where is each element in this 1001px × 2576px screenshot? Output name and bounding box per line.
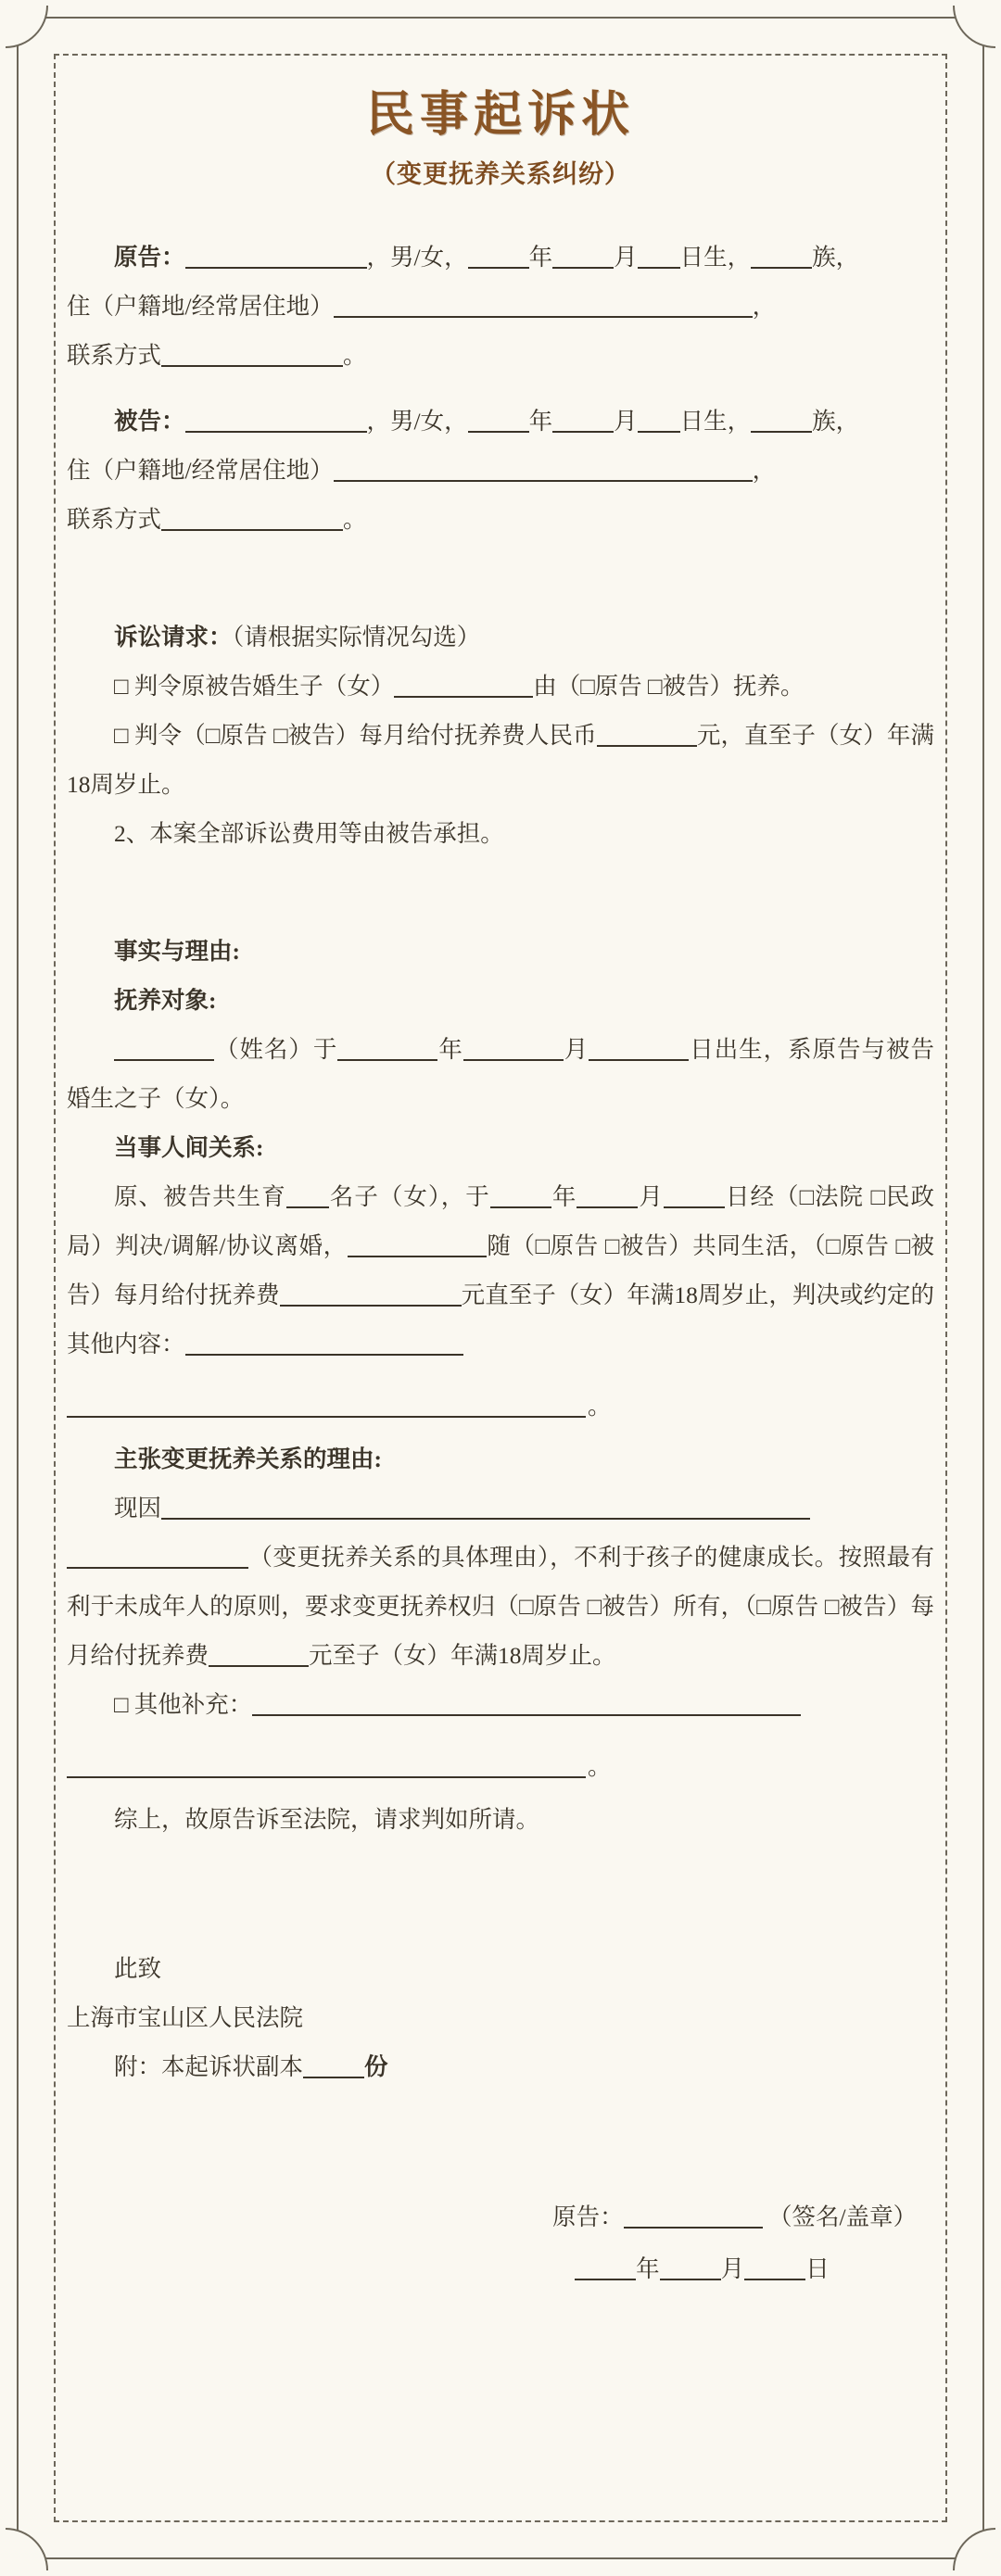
signature-day-label: 日 [805, 2255, 830, 2283]
reasons-body-text: （变更抚养关系的具体理由），不利于孩子的健康成长。按照最有利于未成年人的原则，要求变更抚养权归（□原告 □被告）所有，（□原告 □被告）每月给付抚养费 [67, 1544, 934, 1670]
relation-text-3: 年 [551, 1183, 577, 1211]
signature-seal-note: （签名/盖章） [768, 2203, 918, 2231]
facts-heading: 事实与理由: [114, 938, 240, 966]
claim-2-amount-blank[interactable] [597, 722, 697, 747]
relation-text-7: 元直至子（女）年满18周岁止，判决或约定的其他内容： [67, 1282, 934, 1358]
facts-relation-heading: 当事人间关系: [114, 1134, 264, 1162]
claims-heading-line [67, 612, 934, 662]
claim-3-text: 2、本案全部诉讼费用等由被告承担。 [114, 820, 504, 848]
closing-to-label: 此致 [114, 1955, 162, 1983]
children-count-blank[interactable] [286, 1183, 329, 1208]
claims-heading: 诉讼请求： [114, 624, 233, 651]
relation-text-1: 原、被告共生育 [114, 1183, 286, 1211]
signature-date-line [552, 2243, 934, 2295]
other-terms-blank-1[interactable] [185, 1331, 463, 1356]
defendant-contact-blank[interactable] [161, 506, 343, 531]
child-name-label: （姓名）于 [214, 1036, 338, 1064]
signature-plaintiff-label: 原告： [552, 2203, 624, 2231]
relation-text-4: 月 [638, 1183, 664, 1211]
facts-relation-line [67, 1172, 934, 1369]
divorce-day-blank[interactable] [664, 1183, 725, 1208]
defendant-name-blank[interactable] [185, 408, 367, 433]
facts-subject-line [67, 1025, 934, 1123]
relation-text-6: 随（□原告 □被告）共同生活，（□原告 □被告）每月给付抚养费 [67, 1232, 935, 1309]
page-title: 民事起诉状 [365, 89, 635, 142]
reasons-prefix: 现因 [114, 1495, 162, 1522]
plaintiff-address-tail: ， [752, 293, 777, 321]
spacer [67, 1844, 934, 1944]
spacer [67, 544, 934, 612]
reasons-block [67, 1434, 934, 1844]
other-supplement-continuation-row [67, 1729, 934, 1781]
plaintiff-birth-year-blank[interactable] [468, 244, 529, 269]
defendant-contact-line [67, 495, 934, 544]
signature-name-blank[interactable] [624, 2203, 763, 2229]
plaintiff-contact-label: 联系方式 [67, 342, 162, 370]
plaintiff-contact-line [67, 331, 934, 380]
plaintiff-birth-month-blank[interactable] [552, 244, 614, 269]
plaintiff-contact-blank[interactable] [161, 342, 343, 367]
other-terms-continuation-row [67, 1369, 934, 1421]
spacer [67, 2091, 934, 2191]
child-birth-day-blank[interactable] [589, 1036, 689, 1061]
other-supplement-tail-period: 。 [588, 1753, 612, 1781]
plaintiff-birth-day-blank[interactable] [638, 244, 680, 269]
page-subtitle: （变更抚养关系纠纷） [371, 160, 630, 189]
facts-subject-heading: 抚养对象: [114, 987, 217, 1015]
signature-block [552, 2191, 934, 2295]
plaintiff-ethnicity-blank[interactable] [751, 244, 812, 269]
claims-heading-note: （请根据实际情况勾选） [232, 624, 481, 651]
reasons-body-tail: 元至子（女）年满18周岁止。 [309, 1642, 616, 1670]
closing-court-name: 上海市宝山区人民法院 [67, 2004, 304, 2032]
plaintiff-year-label: 年 [528, 244, 553, 271]
relation-text-5: 日经（□法院 □民政局）判决/调解/协议离婚， [67, 1183, 934, 1260]
defendant-address-label: 住（户籍地/经常居住地） [67, 457, 334, 485]
defendant-identity-line [67, 397, 934, 446]
defendant-label: 被告： [114, 408, 185, 436]
new-support-amount-blank[interactable] [209, 1642, 309, 1667]
reasons-line-2 [67, 1533, 934, 1680]
reasons-heading: 主张变更抚养关系的理由: [114, 1446, 382, 1473]
reason-detail-blank-1[interactable] [161, 1495, 810, 1520]
claim-1-child-name-blank[interactable] [394, 673, 533, 698]
plaintiff-address-line [67, 282, 934, 331]
spacer [67, 190, 934, 233]
claims-block [67, 612, 934, 858]
child-name-blank[interactable] [114, 1036, 214, 1061]
signature-day-blank[interactable] [744, 2255, 805, 2280]
plaintiff-name-blank[interactable] [185, 244, 367, 269]
support-amount-blank[interactable] [280, 1282, 462, 1307]
defendant-gender-text: ，男/女， [366, 408, 468, 436]
plaintiff-identity-line [67, 233, 934, 282]
other-supplement-line[interactable] [67, 1680, 934, 1729]
claim-1-text-before: □ 判令原被告婚生子（女） [114, 673, 395, 701]
divorce-month-blank[interactable] [577, 1183, 638, 1208]
document-content [57, 54, 944, 2500]
claim-item-1[interactable] [67, 662, 934, 711]
defendant-month-label: 月 [614, 408, 638, 436]
other-supplement-blank-1[interactable] [252, 1691, 801, 1716]
defendant-block [67, 397, 934, 544]
other-terms-blank-2[interactable] [67, 1393, 586, 1418]
defendant-ethnicity-label: 族， [812, 408, 860, 436]
claim-item-3 [67, 809, 934, 858]
spacer [67, 1418, 934, 1434]
plaintiff-month-label: 月 [614, 244, 638, 271]
plaintiff-label: 原告： [114, 244, 185, 271]
signature-month-blank[interactable] [660, 2255, 721, 2280]
attachment-count-blank[interactable] [303, 2053, 364, 2078]
plaintiff-address-blank[interactable] [334, 293, 753, 318]
other-supplement-blank-2[interactable] [67, 1753, 586, 1778]
reason-detail-blank-2[interactable] [67, 1544, 248, 1569]
claim-2-text-before: □ 判令（□原告 □被告）每月给付抚养费人民币 [114, 722, 597, 750]
defendant-birth-day-blank[interactable] [638, 408, 680, 433]
signature-year-blank[interactable] [575, 2255, 636, 2280]
spacer [67, 380, 934, 397]
child-birth-year-blank[interactable] [337, 1036, 437, 1061]
spacer [67, 1778, 934, 1795]
spacer [67, 858, 934, 927]
other-supplement-label: □ 其他补充： [114, 1691, 253, 1719]
defendant-contact-label: 联系方式 [67, 506, 162, 534]
signature-year-label: 年 [636, 2255, 660, 2283]
child-birth-tail: 日出生，系原告与被告婚生之子（女）。 [67, 1036, 934, 1113]
defendant-address-line [67, 446, 934, 495]
claim-item-2[interactable] [67, 711, 934, 809]
closing-block [67, 1944, 934, 2091]
relation-text-2: 名子（女），于 [328, 1183, 490, 1211]
closing-attachment-line [67, 2042, 934, 2091]
signature-name-line [552, 2191, 934, 2243]
defendant-day-label: 日生， [679, 408, 752, 436]
defendant-address-blank[interactable] [334, 457, 753, 482]
defendant-ethnicity-blank[interactable] [751, 408, 812, 433]
plaintiff-ethnicity-label: 族， [812, 244, 860, 271]
attachment-unit: 份 [364, 2053, 388, 2081]
relation-tail-period: 。 [588, 1393, 612, 1421]
child-birth-month-blank[interactable] [463, 1036, 564, 1061]
plaintiff-block [67, 233, 934, 380]
divorce-year-blank[interactable] [490, 1183, 551, 1208]
child-month-label: 月 [563, 1036, 589, 1064]
custody-holder-blank[interactable] [348, 1232, 487, 1257]
reasons-line-1 [67, 1484, 934, 1533]
plaintiff-address-label: 住（户籍地/经常居住地） [67, 293, 334, 321]
plaintiff-gender-text: ，男/女， [366, 244, 468, 271]
signature-month-label: 月 [720, 2255, 745, 2283]
defendant-birth-year-blank[interactable] [468, 408, 529, 433]
plaintiff-day-label: 日生， [679, 244, 752, 271]
child-year-label: 年 [437, 1036, 463, 1064]
defendant-birth-month-blank[interactable] [552, 408, 614, 433]
summary-line: 综上，故原告诉至法院，请求判如所请。 [114, 1806, 540, 1834]
defendant-year-label: 年 [528, 408, 553, 436]
claim-2-text-after: 元，直至子（女）年满18周岁止。 [67, 722, 934, 799]
facts-block [67, 927, 935, 1421]
plaintiff-contact-tail: 。 [343, 342, 367, 370]
claim-1-text-after: 由（□原告 □被告）抚养。 [533, 673, 805, 701]
defendant-address-tail: ， [752, 457, 777, 485]
defendant-contact-tail: 。 [343, 506, 367, 534]
attachment-label: 附：本起诉状副本 [114, 2053, 304, 2081]
